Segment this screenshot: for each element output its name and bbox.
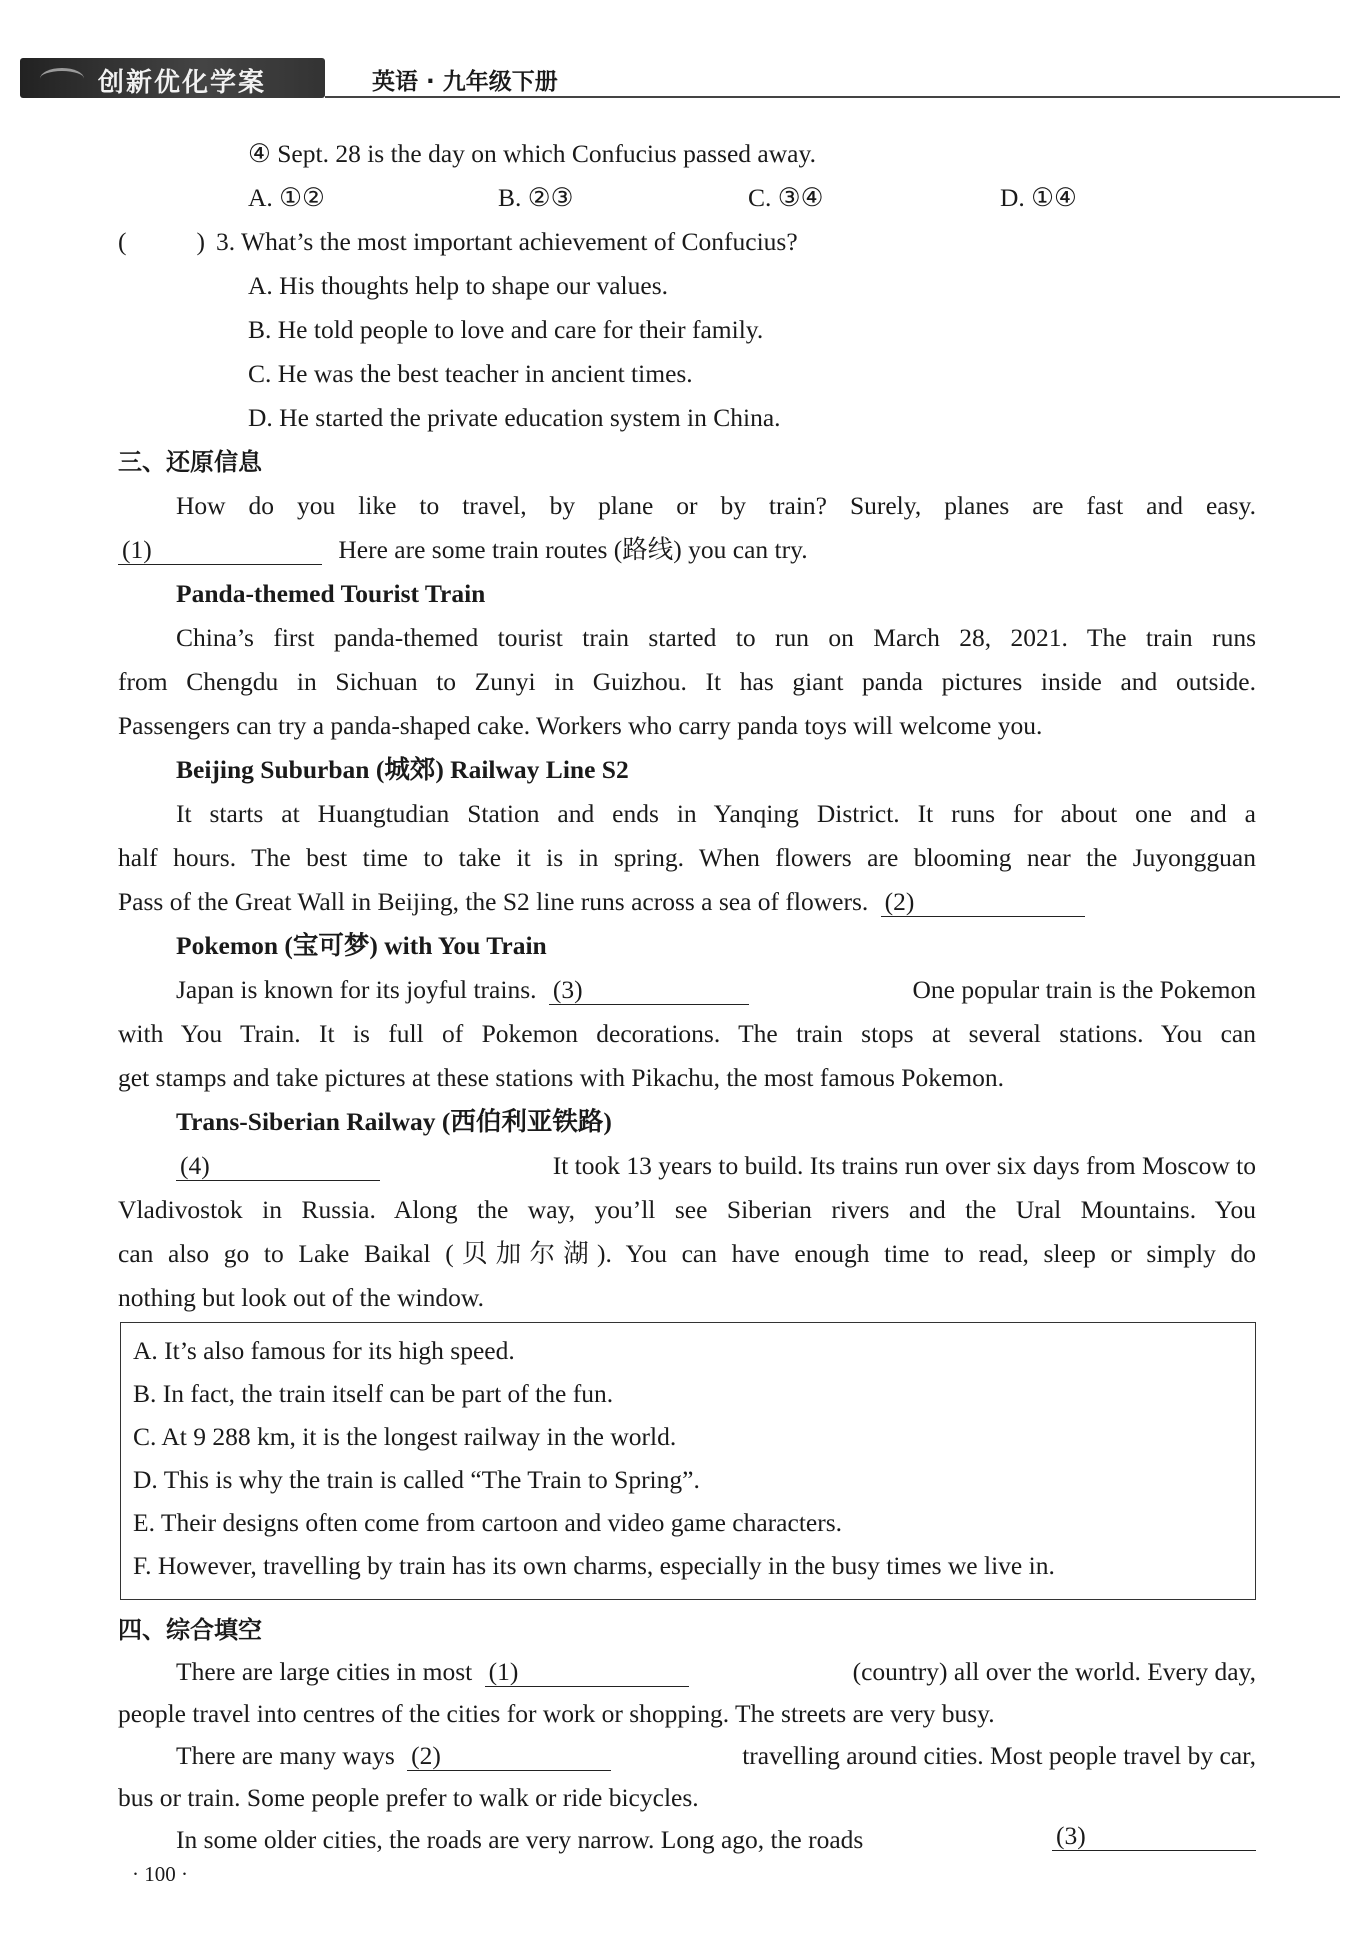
blank-1[interactable]: (1) bbox=[118, 536, 322, 565]
section4-p2-b: travelling around cities. Most people travel by car, bbox=[742, 1741, 1256, 1770]
option-f: F. However, travelling by train has its own charms, especially in the busy times we live in. bbox=[133, 1551, 1055, 1580]
siberian-line3: can also go to Lake Baikal (贝加尔湖). You can have enough time to read, sleep or simply do bbox=[118, 1239, 1256, 1268]
beijing-s2-title: Beijing Suburban (城郊) Railway Line S2 bbox=[176, 755, 629, 784]
q3-answer-paren[interactable] bbox=[118, 224, 205, 260]
beijing-line3 bbox=[118, 884, 1085, 920]
q2-item-4: ④ Sept. 28 is the day on which Confucius passed away. bbox=[248, 139, 816, 168]
page-number: · 100 · bbox=[132, 1862, 188, 1886]
panda-line2: from Chengdu in Sichuan to Zunyi in Guizhou. It has giant panda pictures inside and outside. bbox=[118, 667, 1256, 696]
q3-option-c: C. He was the best teacher in ancient times. bbox=[248, 359, 693, 388]
section3-intro-line2 bbox=[118, 532, 808, 568]
pokemon-train-title: Pokemon (宝可梦) with You Train bbox=[176, 931, 547, 960]
q2-option-b: B. ②③ bbox=[498, 183, 574, 212]
panda-line1: China’s first panda-themed tourist train started to run on March 28, 2021. The train runs bbox=[176, 623, 1256, 652]
q2-option-a: A. ①② bbox=[248, 183, 325, 212]
page-header bbox=[20, 58, 1340, 102]
siberian-railway-title: Trans-Siberian Railway (西伯利亚铁路) bbox=[176, 1107, 612, 1136]
option-e: E. Their designs often come from cartoon and video game characters. bbox=[133, 1508, 843, 1537]
beijing-line2: half hours. The best time to take it is in spring. When flowers are blooming near the Juyongguan bbox=[118, 843, 1256, 872]
option-d: D. This is why the train is called “The Train to Spring”. bbox=[133, 1465, 700, 1494]
blank-3[interactable]: (3) bbox=[549, 976, 749, 1005]
beijing-line3-text: Pass of the Great Wall in Beijing, the S2 line runs across a sea of flowers. bbox=[118, 887, 869, 916]
q3-stem: 3. What’s the most important achievement of Confucius? bbox=[216, 227, 798, 256]
option-a: A. It’s also famous for its high speed. bbox=[133, 1336, 515, 1365]
siberian-line1 bbox=[176, 1148, 1256, 1184]
brand-swoosh-icon bbox=[40, 68, 84, 89]
section4-p3-a: In some older cities, the roads are very narrow. Long ago, the roads bbox=[176, 1825, 864, 1854]
pokemon-line2: with You Train. It is full of Pokemon decorations. The train stops at several stations. You can bbox=[118, 1019, 1256, 1048]
blank-2[interactable]: (2) bbox=[881, 888, 1085, 917]
q2-option-c: C. ③④ bbox=[748, 183, 824, 212]
option-c: C. At 9 288 km, it is the longest railway in the world. bbox=[133, 1422, 677, 1451]
s4-blank-1[interactable]: (1) bbox=[485, 1658, 689, 1687]
brand-title: 创新优化学案 bbox=[98, 68, 267, 98]
header-divider bbox=[325, 96, 1340, 98]
section3-intro-line1: How do you like to travel, by plane or by train? Surely, planes are fast and easy. bbox=[176, 491, 1256, 520]
section4-title: 四、综合填空 bbox=[118, 1616, 262, 1644]
beijing-line1: It starts at Huangtudian Station and ends in Yanqing District. It runs for about one and a bbox=[176, 799, 1256, 828]
paren-close: ) bbox=[196, 227, 205, 256]
siberian-line1-text: It took 13 years to build. Its trains run over six days from Moscow to bbox=[552, 1151, 1256, 1180]
brand-banner bbox=[20, 58, 325, 98]
blank-4[interactable]: (4) bbox=[176, 1152, 380, 1181]
siberian-line4: nothing but look out of the window. bbox=[118, 1283, 484, 1312]
option-b: B. In fact, the train itself can be part of the fun. bbox=[133, 1379, 614, 1408]
pokemon-line3: get stamps and take pictures at these stations with Pikachu, the most famous Pokemon. bbox=[118, 1063, 1004, 1092]
panda-line3: Passengers can try a panda-shaped cake. Workers who carry panda toys will welcome you. bbox=[118, 711, 1043, 740]
q2-option-d: D. ①④ bbox=[1000, 183, 1077, 212]
s4-blank-2[interactable]: (2) bbox=[407, 1742, 611, 1771]
s4-blank-3[interactable]: (3) bbox=[1052, 1822, 1256, 1851]
section3-intro-text: Here are some train routes (路线) you can try. bbox=[338, 535, 808, 564]
panda-train-title: Panda-themed Tourist Train bbox=[176, 579, 486, 608]
pokemon-line1 bbox=[176, 972, 1256, 1008]
paren-open: ( bbox=[118, 227, 127, 256]
section4-p2-line2: bus or train. Some people prefer to walk or ride bicycles. bbox=[118, 1783, 699, 1812]
q3-option-d: D. He started the private education system in China. bbox=[248, 403, 781, 432]
pokemon-line1-a: Japan is known for its joyful trains. bbox=[176, 975, 537, 1004]
section4-p2-line1 bbox=[176, 1738, 1256, 1774]
q3-option-b: B. He told people to love and care for their family. bbox=[248, 315, 764, 344]
section4-p1-a: There are large cities in most bbox=[176, 1657, 473, 1686]
options-box bbox=[120, 1322, 1256, 1600]
section3-title: 三、还原信息 bbox=[118, 448, 262, 476]
siberian-line2: Vladivostok in Russia. Along the way, you’ll see Siberian rivers and the Ural Mountains. You bbox=[118, 1195, 1256, 1224]
q3-option-a: A. His thoughts help to shape our values. bbox=[248, 271, 668, 300]
section4-p3-line1 bbox=[176, 1822, 1256, 1858]
section4-p2-a: There are many ways bbox=[176, 1741, 395, 1770]
section4-p1-b: (country) all over the world. Every day, bbox=[852, 1657, 1256, 1686]
subject-title: 英语 · 九年级下册 bbox=[372, 69, 558, 95]
pokemon-line1-b: One popular train is the Pokemon bbox=[912, 975, 1256, 1004]
section4-p1-line1 bbox=[176, 1654, 1256, 1690]
section4-p1-line2: people travel into centres of the cities for work or shopping. The streets are very busy. bbox=[118, 1699, 995, 1728]
